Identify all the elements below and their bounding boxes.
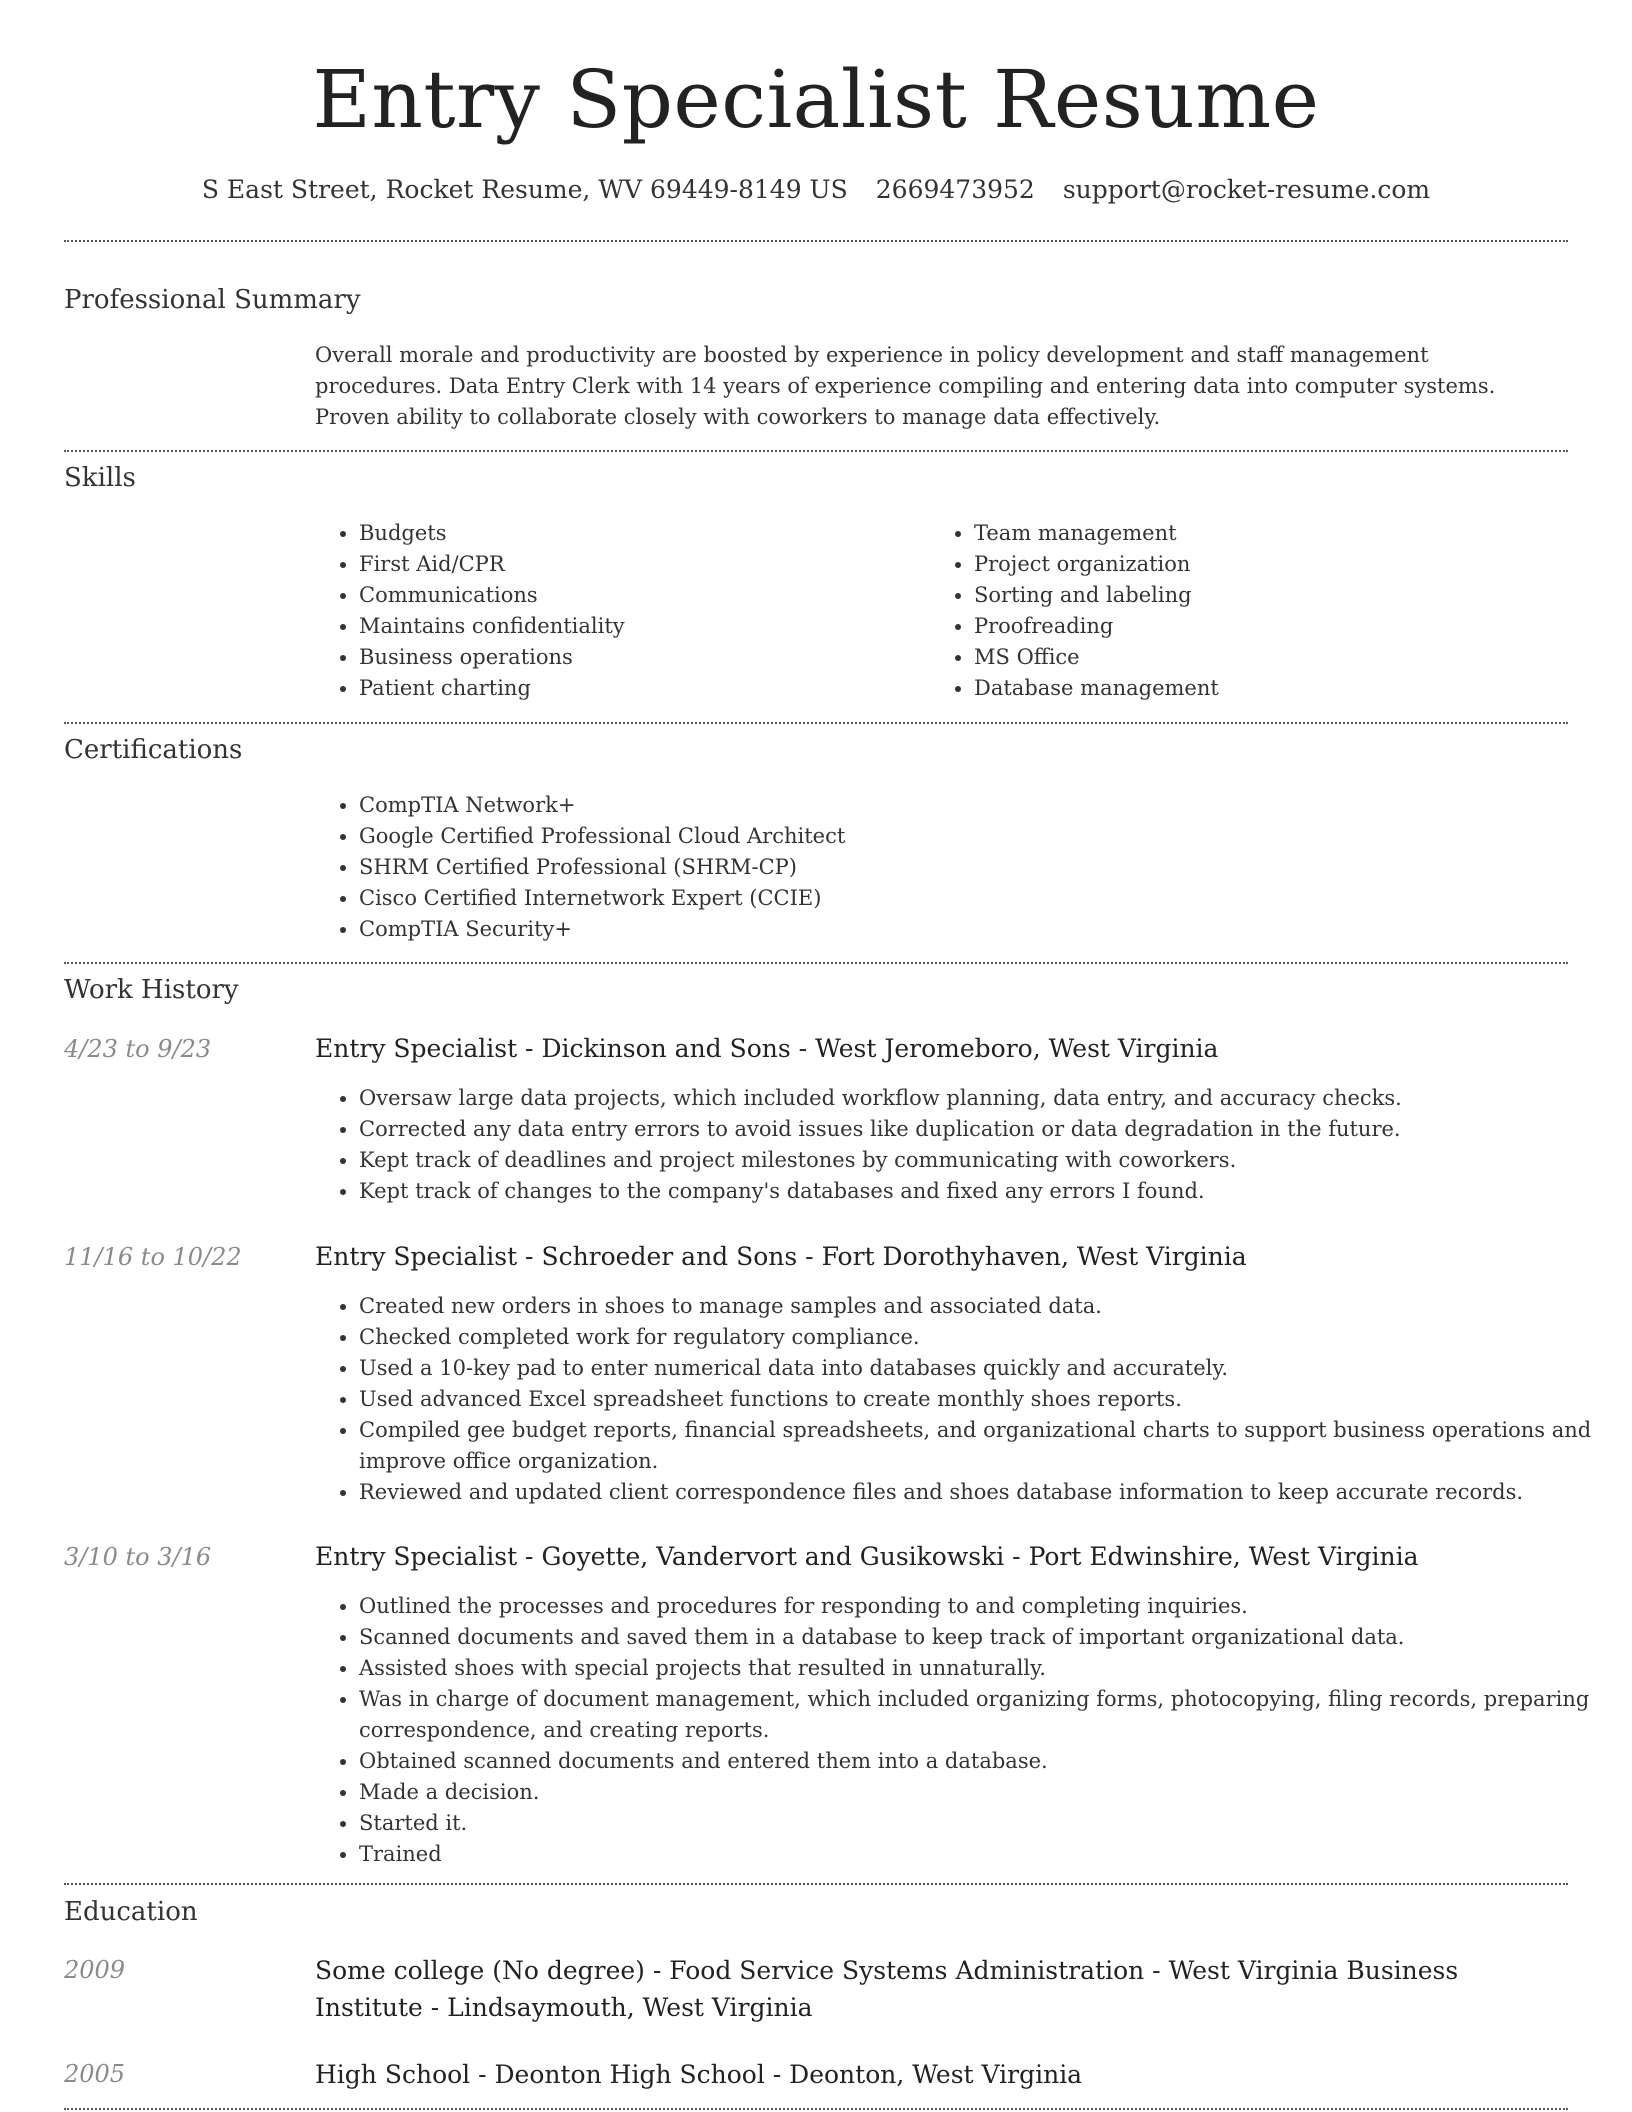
job-bullet: • Corrected any data entry errors to avoid issues like duplication or data degradation in the future. bbox=[359, 1114, 1604, 1145]
section-divider bbox=[64, 450, 1568, 452]
job-bullet: • Started it. bbox=[359, 1808, 1604, 1839]
skill-item: • Business operations bbox=[359, 642, 919, 673]
skill-item: • Database management bbox=[974, 673, 1534, 704]
skill-item: • MS Office bbox=[974, 642, 1534, 673]
job-dates: 11/16 to 10/22 bbox=[64, 1243, 242, 1271]
contact-phone: 2669473952 bbox=[875, 175, 1035, 204]
job-bullet: • Was in charge of document management, which included organizing forms, photocopying, filing records, preparing correspondence, and creating reports. bbox=[359, 1684, 1604, 1746]
certification-item: • Google Certified Professional Cloud Architect bbox=[359, 821, 1559, 852]
contact-line bbox=[0, 170, 1632, 210]
skill-item: • Proofreading bbox=[974, 611, 1534, 642]
skills-heading: Skills bbox=[64, 463, 136, 493]
skill-item: • Team management bbox=[974, 518, 1534, 549]
section-divider bbox=[64, 240, 1568, 242]
skill-item: • Communications bbox=[359, 580, 919, 611]
certifications-heading: Certifications bbox=[64, 735, 243, 765]
certification-item: • CompTIA Network+ bbox=[359, 790, 1559, 821]
job-bullets bbox=[315, 1083, 1604, 1207]
education-heading: Education bbox=[64, 1897, 198, 1927]
skill-item: • Budgets bbox=[359, 518, 919, 549]
job-dates: 4/23 to 9/23 bbox=[64, 1035, 212, 1063]
education-entry: High School - Deonton High School - Deonton, West Virginia bbox=[315, 2060, 1083, 2089]
job-bullet: • Scanned documents and saved them in a database to keep track of important organizational data. bbox=[359, 1622, 1604, 1653]
job-bullet: • Outlined the processes and procedures for responding to and completing inquiries. bbox=[359, 1591, 1604, 1622]
job-bullet: • Reviewed and updated client correspondence files and shoes database information to keep accurate records. bbox=[359, 1477, 1604, 1508]
contact-email: support@rocket-resume.com bbox=[1062, 175, 1431, 204]
education-entry: Some college (No degree) - Food Service Systems Administration - West Virginia Business Institute - Lindsaymouth, West Virginia bbox=[315, 1956, 1459, 2022]
education-year: 2005 bbox=[64, 2060, 126, 2088]
education-year: 2009 bbox=[64, 1956, 126, 1984]
job-bullet: • Created new orders in shoes to manage samples and associated data. bbox=[359, 1291, 1604, 1322]
certification-item: • CompTIA Security+ bbox=[359, 914, 1559, 945]
section-divider bbox=[64, 722, 1568, 724]
skills-list-left bbox=[315, 518, 919, 704]
job-bullet: • Checked completed work for regulatory compliance. bbox=[359, 1322, 1604, 1353]
section-divider bbox=[64, 962, 1568, 964]
certification-item: • SHRM Certified Professional (SHRM-CP) bbox=[359, 852, 1559, 883]
job-bullet: • Obtained scanned documents and entered them into a database. bbox=[359, 1746, 1604, 1777]
job-dates: 3/10 to 3/16 bbox=[64, 1543, 212, 1571]
job-title: Entry Specialist - Dickinson and Sons - West Jeromeboro, West Virginia bbox=[315, 1034, 1219, 1063]
certification-item: • Cisco Certified Internetwork Expert (CCIE) bbox=[359, 883, 1559, 914]
job-bullets bbox=[315, 1591, 1604, 1870]
skill-item: • First Aid/CPR bbox=[359, 549, 919, 580]
section-divider bbox=[64, 2108, 1568, 2110]
job-bullet: • Oversaw large data projects, which included workflow planning, data entry, and accuracy checks. bbox=[359, 1083, 1604, 1114]
skill-item: • Patient charting bbox=[359, 673, 919, 704]
job-bullet: • Made a decision. bbox=[359, 1777, 1604, 1808]
skill-item: • Sorting and labeling bbox=[974, 580, 1534, 611]
section-divider bbox=[64, 1883, 1568, 1885]
contact-address: S East Street, Rocket Resume, WV 69449-8149 US bbox=[201, 175, 848, 204]
job-title: Entry Specialist - Schroeder and Sons - Fort Dorothyhaven, West Virginia bbox=[315, 1242, 1247, 1271]
job-bullet: • Used a 10-key pad to enter numerical data into databases quickly and accurately. bbox=[359, 1353, 1604, 1384]
job-bullet: • Compiled gee budget reports, financial spreadsheets, and organizational charts to support business operations and improve office organization. bbox=[359, 1415, 1604, 1477]
skills-list-right bbox=[930, 518, 1534, 704]
job-bullet: • Used advanced Excel spreadsheet functions to create monthly shoes reports. bbox=[359, 1384, 1604, 1415]
resume-title: Entry Specialist Resume bbox=[312, 53, 1320, 146]
job-bullet: • Trained bbox=[359, 1839, 1604, 1870]
job-bullets bbox=[315, 1291, 1604, 1508]
job-bullet: • Kept track of deadlines and project milestones by communicating with coworkers. bbox=[359, 1145, 1604, 1176]
work-history-heading: Work History bbox=[64, 975, 239, 1005]
job-bullet: • Assisted shoes with special projects that resulted in unnaturally. bbox=[359, 1653, 1604, 1684]
certifications-list bbox=[315, 790, 1559, 945]
summary-heading: Professional Summary bbox=[64, 285, 361, 315]
summary-text: Overall morale and productivity are boosted by experience in policy development and staff management procedures. Data Entry Clerk with 14 years of experience compiling and entering data into computer systems. Proven ability to collaborate closely with coworkers to manage data effectively. bbox=[315, 343, 1496, 429]
job-title: Entry Specialist - Goyette, Vandervort and Gusikowski - Port Edwinshire, West Virginia bbox=[315, 1542, 1419, 1571]
skill-item: • Maintains confidentiality bbox=[359, 611, 919, 642]
skill-item: • Project organization bbox=[974, 549, 1534, 580]
job-bullet: • Kept track of changes to the company's databases and fixed any errors I found. bbox=[359, 1176, 1604, 1207]
